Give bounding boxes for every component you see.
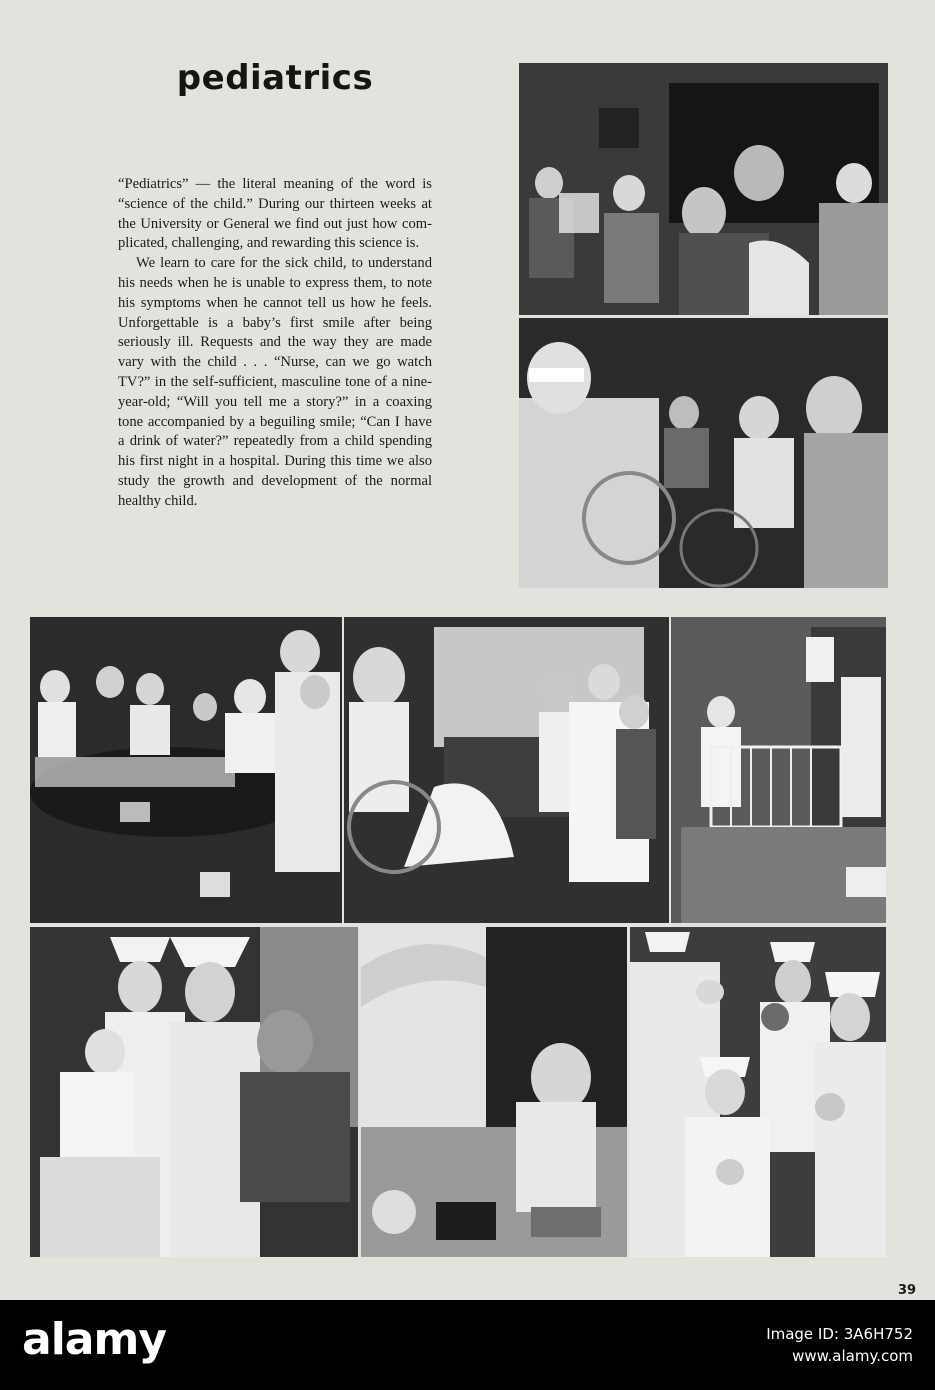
article-text (118, 175, 432, 512)
alamy-logo: alamy (22, 1314, 166, 1365)
photo-nurse-by-cribs (671, 617, 886, 923)
photo-boy-with-toy-car (361, 927, 627, 1257)
paragraph-1: “Pediatrics” — the literal meaning of the word is “science of the child.” During our thirteen weeks at the University or General we find out just how complicated, challenging, and rewarding this science is. (118, 176, 432, 252)
photo-children-at-table (30, 617, 342, 923)
photo-nurses-holding-boys (30, 927, 358, 1257)
paragraph-2: We learn to care for the sick child, to understand his needs when he is unable to express them, to note his symptoms when he cannot tell us how he feels. Unforgettable is a baby’s first smile after being seriously ill. Requests and the way they are made vary with the child . . . “Nurse, can we go watch TV?” in the self-sufficient, masculine tone of a nine-year-old; “Will you tell me a story?” in a coaxing tone accompanied by a beguiling smile; “Can I have a drink of water?” repeatedly from a child spending his first night in a hospital. During this time we also study the growth and development of the normal healthy child. (118, 255, 432, 509)
image-reference (766, 1323, 913, 1367)
photo-nurses-with-babies (630, 927, 886, 1257)
site-url: www.alamy.com (792, 1347, 913, 1365)
photo-nurse-with-toddlers (344, 617, 669, 923)
image-id: Image ID: 3A6H752 (766, 1325, 913, 1343)
photo-bandaged-patient (519, 318, 888, 588)
page-title: pediatrics (176, 58, 374, 98)
photo-children-watching-tv (519, 63, 888, 315)
page-number: 39 (898, 1283, 917, 1298)
